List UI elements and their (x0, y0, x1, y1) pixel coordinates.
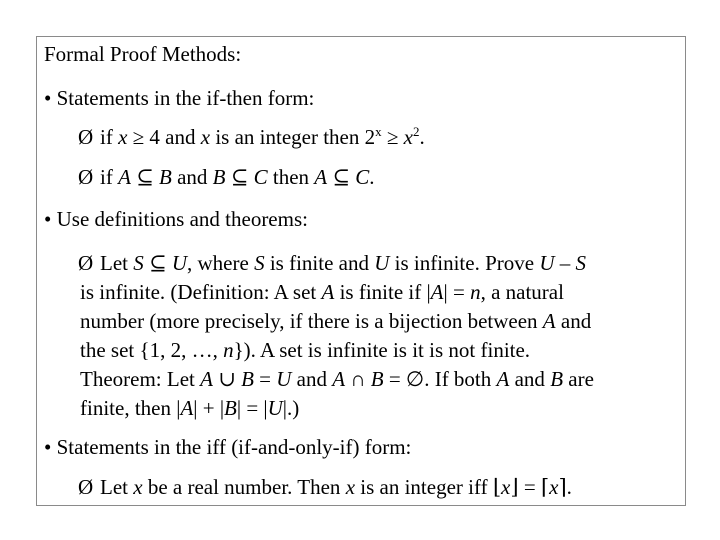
text: then (267, 165, 315, 189)
text: is finite if | (334, 280, 431, 304)
text: – (554, 251, 576, 275)
arrow-bullet-icon: Ø (78, 475, 94, 499)
text: }). A set is infinite is it is not finite. (233, 338, 531, 362)
text: if (100, 125, 119, 149)
var-U: U (374, 251, 390, 275)
item-subset-transitive (78, 163, 374, 191)
text: . (369, 165, 375, 189)
var-S: S (133, 251, 144, 275)
item-floor-ceil (78, 473, 572, 501)
var-B: B (212, 165, 226, 189)
var-A: A (496, 367, 510, 391)
item-if-x-ge-4 (78, 123, 425, 151)
bullet-label: Use definitions and theorems: (56, 207, 308, 231)
bullet-glyph: • (44, 86, 52, 110)
var-B: B (159, 165, 172, 189)
text: is an integer iff (355, 475, 493, 499)
var-A: A (321, 280, 335, 304)
var-x: x (345, 475, 356, 499)
var-U: U (171, 251, 188, 275)
var-x: x (403, 125, 413, 149)
floor-close: ⌋ (510, 475, 519, 499)
var-A: A (180, 396, 194, 420)
ceil-close: ⌉ (558, 475, 567, 499)
var-C: C (253, 165, 268, 189)
exponent-2: 2 (413, 124, 420, 139)
exponent-x: x (375, 124, 382, 139)
var-S: S (254, 251, 265, 275)
text: is infinite. Prove (389, 251, 540, 275)
text: . (566, 475, 572, 499)
text: is infinite. (Definition: A set (80, 280, 322, 304)
text: and (555, 309, 592, 333)
text: ∩ (345, 367, 371, 391)
text: is finite and (264, 251, 375, 275)
text: finite, then | (80, 396, 181, 420)
bullet-label: Statements in the if-then form: (56, 86, 315, 110)
text: . (419, 125, 425, 149)
text: ∪ (212, 367, 242, 391)
var-B: B (241, 367, 254, 391)
text: | = | (236, 396, 268, 420)
var-A: A (314, 165, 328, 189)
var-B: B (550, 367, 564, 391)
text: and (291, 367, 333, 391)
text: if (100, 165, 119, 189)
var-n: n (470, 280, 481, 304)
var-U: U (276, 367, 292, 391)
slide-title: Formal Proof Methods: (44, 42, 242, 66)
text: | + | (193, 396, 225, 420)
text: , a natural (480, 280, 564, 304)
text: ⊆ (327, 165, 356, 189)
text: Let (100, 475, 134, 499)
bullet-glyph: • (44, 207, 52, 231)
bullet-definitions (44, 205, 308, 233)
var-B: B (224, 396, 237, 420)
var-n: n (223, 338, 234, 362)
var-A: A (200, 367, 213, 391)
text: are (563, 367, 594, 391)
var-x: x (118, 125, 128, 149)
item-prove-line-5 (80, 365, 594, 393)
text: be a real number. Then (142, 475, 346, 499)
text: , where (187, 251, 255, 275)
var-A: A (542, 309, 556, 333)
var-U: U (539, 251, 555, 275)
text: ≥ 4 and (127, 125, 201, 149)
text: = ∅. If both (383, 367, 497, 391)
text: ≥ (381, 125, 404, 149)
item-prove-line-4 (80, 336, 530, 364)
var-A: A (118, 165, 131, 189)
text: is an integer then 2 (210, 125, 376, 149)
var-B: B (370, 367, 384, 391)
text: = (253, 367, 277, 391)
bullet-iff (44, 433, 411, 461)
var-x: x (133, 475, 143, 499)
item-prove-line-1 (78, 249, 586, 277)
bullet-glyph: • (44, 435, 52, 459)
text: number (more precisely, if there is a bijection between (80, 309, 543, 333)
var-x: x (501, 475, 511, 499)
var-U: U (267, 396, 283, 420)
text: the set {1, 2, …, (80, 338, 224, 362)
var-x: x (200, 125, 211, 149)
item-prove-line-2 (80, 278, 564, 306)
ceil-open: ⌈ (540, 475, 550, 499)
text: and (171, 165, 213, 189)
item-prove-line-3 (80, 307, 591, 335)
arrow-bullet-icon: Ø (78, 125, 94, 149)
bullet-if-then (44, 84, 314, 112)
text: |.) (282, 396, 300, 420)
item-prove-line-6 (80, 394, 299, 422)
text: ⊆ (143, 251, 172, 275)
text: = (518, 475, 541, 499)
text: Let (100, 251, 134, 275)
var-A: A (332, 367, 346, 391)
text: Theorem: Let (80, 367, 201, 391)
var-A: A (430, 280, 444, 304)
floor-open: ⌊ (492, 475, 502, 499)
var-x: x (549, 475, 559, 499)
arrow-bullet-icon: Ø (78, 165, 94, 189)
var-C: C (355, 165, 370, 189)
arrow-bullet-icon: Ø (78, 251, 94, 275)
text: and (509, 367, 551, 391)
bullet-label: Statements in the iff (if-and-only-if) form: (56, 435, 412, 459)
text: ⊆ (130, 165, 160, 189)
text: ⊆ (225, 165, 254, 189)
text: | = (443, 280, 471, 304)
var-S: S (575, 251, 586, 275)
